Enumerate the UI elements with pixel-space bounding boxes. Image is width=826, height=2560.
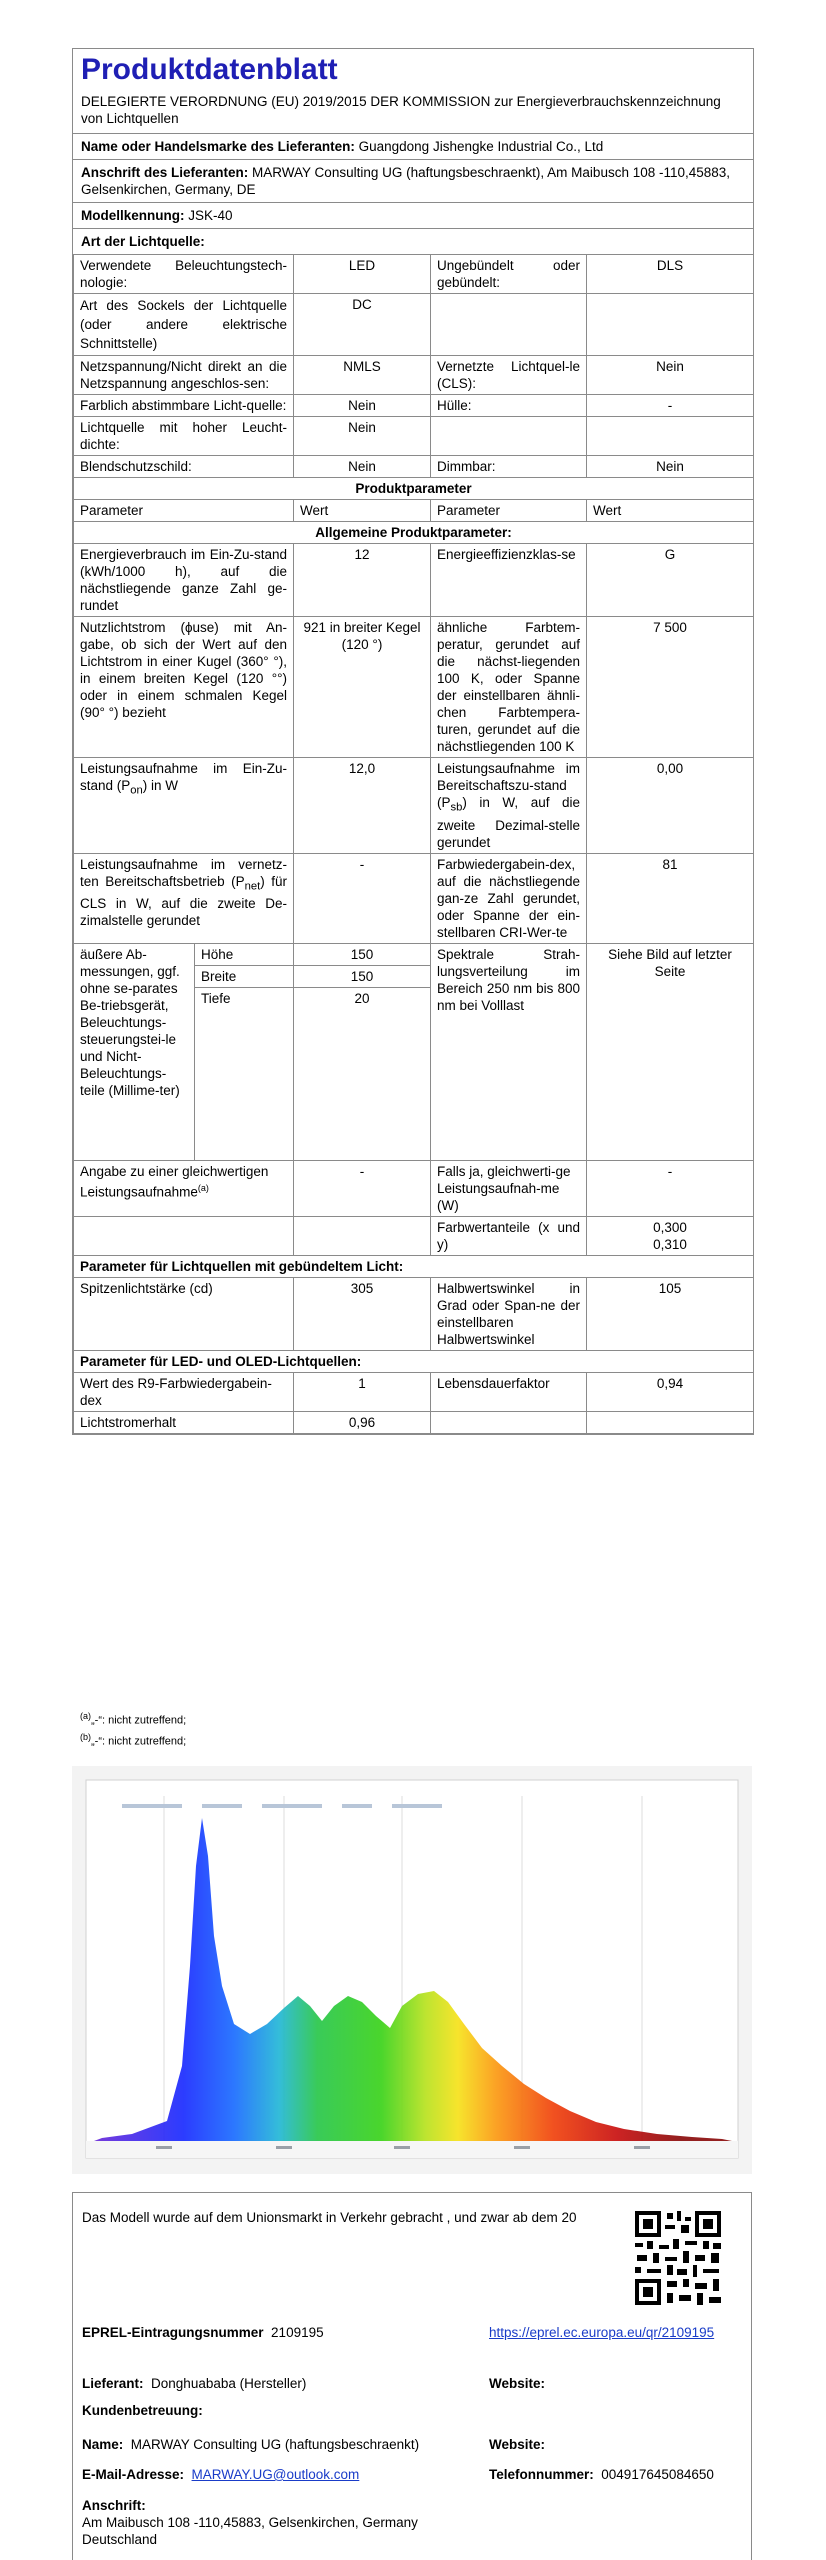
param-value: Nein	[294, 395, 431, 417]
spectral-distribution-image	[72, 1766, 752, 2174]
label-subscript: net	[244, 880, 261, 893]
column-header-value: Wert	[294, 500, 431, 522]
height-label: Höhe	[195, 944, 294, 966]
param-label: Energieeffizienzklas-se	[431, 544, 587, 617]
image-faded-caption	[122, 1804, 442, 1808]
param-label: Ungebündelt oder gebündelt:	[431, 255, 587, 294]
param-value: 105	[587, 1277, 754, 1350]
param-value: -	[294, 1160, 431, 1216]
supplier-name-row	[73, 134, 753, 160]
supplier-name-value: Guangdong Jishengke Industrial Co., Ltd	[358, 139, 604, 154]
label-text: Leistungsaufnahme im Bereitschaftszu-stand (P	[437, 761, 580, 810]
column-header-row	[74, 500, 754, 522]
chromaticity-x: 0,300	[653, 1219, 687, 1235]
phone-row	[489, 2466, 714, 2483]
param-value: LED	[294, 255, 431, 294]
table-row	[74, 1411, 754, 1433]
height-value: 150	[294, 944, 430, 966]
table-row	[74, 617, 754, 758]
column-header-param: Parameter	[431, 500, 587, 522]
param-label: Spitzenlichtstärke (cd)	[74, 1277, 294, 1350]
column-header-param: Parameter	[74, 500, 294, 522]
regulation-text: DELEGIERTE VERORDNUNG (EU) 2019/2015 DER KOMMISSION zur Energieverbrauchskennzeichnung von Lichtquellen	[81, 94, 721, 126]
table-row	[74, 1277, 754, 1350]
address-label: Anschrift:	[82, 2498, 146, 2513]
param-label: Lebensdauerfaktor	[431, 1372, 587, 1411]
table-row	[74, 456, 754, 478]
param-label: Blendschutzschild:	[74, 456, 294, 478]
product-info-footer	[72, 2192, 752, 2560]
email-row	[82, 2466, 359, 2483]
param-label: Vernetzte Lichtquel-le (CLS):	[431, 356, 587, 395]
label-subscript: sb	[450, 801, 463, 814]
dimensions-label: äußere Ab-messungen, ggf. ohne se-parates Be-triebsgerät, Beleuchtungs-steuerungstei-le und Nicht-Beleuchtungs-teile (Millime-ter)	[74, 944, 195, 1160]
column-header-value: Wert	[587, 500, 754, 522]
param-value: DC	[294, 294, 431, 356]
table-row	[74, 395, 754, 417]
label-text: ) in W, auf die zweite Dezimal-stelle gerundet	[437, 795, 580, 850]
param-label: Hülle:	[431, 395, 587, 417]
table-row	[74, 294, 754, 356]
param-label: Farbwertanteile (x und y)	[431, 1216, 587, 1255]
depth-value: 20	[354, 990, 370, 1006]
contact-name-row	[82, 2436, 419, 2453]
phone-value: 004917645084650	[601, 2467, 714, 2482]
param-label: Art des Sockels der Lichtquelle (oder andere elektrische Schnittstelle)	[74, 294, 294, 356]
label-text: Angabe zu einer gleichwertigen Leistungsaufnahme	[80, 1163, 269, 1200]
light-source-type-label: Art der Lichtquelle:	[81, 234, 205, 249]
qr-code-icon	[633, 2209, 723, 2307]
eprel-value: 2109195	[271, 2325, 324, 2340]
param-value: Nein	[294, 456, 431, 478]
market-text: Das Modell wurde auf dem Unionsmarkt in Verkehr gebracht , und zwar ab dem 20	[82, 2210, 577, 2225]
label-text: Leistungsaufnahme im Ein-Zu-stand (P	[80, 761, 287, 793]
depth-label: Tiefe	[201, 990, 231, 1006]
footnote-a	[80, 1708, 740, 1729]
param-label: Energieverbrauch im Ein-Zu-stand (kWh/1000 h), auf die nächstliegende ganze Zahl ge-rundet	[74, 544, 294, 617]
dimensions-values	[294, 943, 431, 1160]
supplier-name-label: Name oder Handelsmarke des Lieferanten:	[81, 139, 355, 154]
supplier-address-value: MARWAY Consulting UG (haftungsbeschraenkt), Am Maibusch 108 -110,45883, Gelsenkirchen, Germany, DE	[81, 165, 731, 197]
section-heading-row	[74, 478, 754, 500]
param-label: Wert des R9-Farbwiedergabein-dex	[74, 1372, 294, 1411]
dimensions-cell	[74, 943, 294, 1160]
param-value	[587, 417, 754, 456]
width-value: 150	[294, 966, 430, 988]
page-title: Produktdatenblatt	[81, 53, 338, 86]
contact-name-label: Name:	[82, 2437, 124, 2452]
website2-label: Website:	[489, 2437, 546, 2452]
table-row	[74, 1160, 754, 1216]
product-datasheet	[72, 48, 754, 1435]
model-value: JSK-40	[188, 208, 233, 223]
eprel-label: EPREL-Eintragungsnummer	[82, 2325, 264, 2340]
param-label: Verwendete Beleuchtungstech-nologie:	[74, 255, 294, 294]
param-value: Nein	[294, 417, 431, 456]
customer-service-label: Kundenbetreuung:	[82, 2403, 203, 2418]
param-value	[587, 1216, 754, 1255]
phone-label: Telefonnummer:	[489, 2467, 594, 2482]
param-value: 0,94	[587, 1372, 754, 1411]
supplier-value: Donghuababa (Hersteller)	[151, 2376, 307, 2391]
footnote-ref: (a)	[197, 1182, 209, 1193]
supplier-address-label: Anschrift des Lieferanten:	[81, 165, 249, 180]
supplier-label: Lieferant:	[82, 2376, 144, 2391]
supplier-row	[82, 2375, 306, 2392]
empty-cell	[431, 1411, 587, 1433]
param-value: 12	[294, 544, 431, 617]
label-text: ) in W	[142, 778, 179, 793]
table-row	[74, 1372, 754, 1411]
param-value: 7 500	[587, 617, 754, 758]
footnote-marker: (a)	[80, 1711, 91, 1721]
param-label	[74, 1160, 294, 1216]
footnote-b	[80, 1729, 740, 1750]
param-label: Dimmbar:	[431, 456, 587, 478]
email-label: E-Mail-Adresse:	[82, 2467, 185, 2482]
type-table	[73, 255, 754, 1434]
empty-cell	[74, 1216, 294, 1255]
param-label: Farblich abstimmbare Licht-quelle:	[74, 395, 294, 417]
param-value	[587, 294, 754, 356]
supplier-address-row	[73, 160, 753, 203]
address-line-1: Am Maibusch 108 -110,45883, Gelsenkirchen, Germany	[82, 2515, 418, 2530]
param-label	[431, 417, 587, 456]
model-row	[73, 203, 753, 229]
product-params-heading: Produktparameter	[74, 478, 754, 500]
param-value: -	[587, 1160, 754, 1216]
param-value: 305	[294, 1277, 431, 1350]
param-value: -	[294, 853, 431, 943]
param-value: Nein	[587, 356, 754, 395]
model-label: Modellkennung:	[81, 208, 185, 223]
label-subscript: on	[130, 784, 143, 797]
param-value: Nein	[587, 456, 754, 478]
email-link[interactable]: MARWAY.UG@outlook.com	[191, 2467, 360, 2482]
directional-heading: Parameter für Lichtquellen mit gebündeltem Licht:	[74, 1255, 754, 1277]
param-value: Siehe Bild auf letzter Seite	[587, 943, 754, 1160]
param-value: 12,0	[294, 758, 431, 854]
param-label	[431, 294, 587, 356]
param-label: Lichtquelle mit hoher Leucht-dichte:	[74, 417, 294, 456]
param-label: ähnliche Farbtem-peratur, gerundet auf die nächst-liegenden 100 K, oder Spanne der einstellbaren ähnli-chen Farbtempera-turen, gerundet auf die nächstliegenden 100 K	[431, 617, 587, 758]
param-label: Halbwertswinkel in Grad oder Span-ne der einstellbaren Halbwertswinkel	[431, 1277, 587, 1350]
empty-cell	[587, 1411, 754, 1433]
param-label: Netzspannung/Nicht direkt an die Netzspannung angeschlos-sen:	[74, 356, 294, 395]
param-label: Nutzlichtstrom (ϕuse) mit An-gabe, ob sich der Wert auf den Lichtstrom in einer Kugel (360° °), in einem breiten Kegel (120 °°) oder in einem schmalen Kegel (90° °) bezieht	[74, 617, 294, 758]
param-value: 0,96	[294, 1411, 431, 1433]
footnote-text: „-“: nicht zutreffend;	[91, 1714, 187, 1727]
table-row	[74, 417, 754, 456]
light-source-type-heading	[73, 229, 753, 255]
param-value: 921 in breiter Kegel (120 °)	[294, 617, 431, 758]
led-heading: Parameter für LED- und OLED-Lichtquellen:	[74, 1350, 754, 1372]
param-value: 0,00	[587, 758, 754, 854]
footnote-text: „-“: nicht zutreffend;	[91, 1735, 187, 1748]
param-label: Spektrale Strah-lungsverteilung im Bereich 250 nm bis 800 nm bei Volllast	[431, 943, 587, 1160]
section-heading-row	[74, 522, 754, 544]
website-label: Website:	[489, 2376, 546, 2391]
chromaticity-y: 0,310	[653, 1236, 687, 1252]
param-label	[74, 853, 294, 943]
param-value: G	[587, 544, 754, 617]
footnotes	[80, 1708, 740, 1749]
param-label	[74, 758, 294, 854]
param-label: Farbwiedergabein-dex, auf die nächstliegende gan-ze Zahl gerundet, oder Spanne der ein-stellbaren CRI-Wer-te	[431, 853, 587, 943]
param-label: Lichtstromerhalt	[74, 1411, 294, 1433]
param-label: Falls ja, gleichwerti-ge Leistungsaufnah-me (W)	[431, 1160, 587, 1216]
table-row	[74, 544, 754, 617]
param-value: NMLS	[294, 356, 431, 395]
param-value: -	[587, 395, 754, 417]
section-heading-row	[74, 1350, 754, 1372]
dimensions-table	[74, 944, 293, 1160]
footnote-marker: (b)	[80, 1731, 91, 1742]
table-row	[74, 853, 754, 943]
address-line-2: Deutschland	[82, 2532, 158, 2547]
section-heading-row	[74, 1255, 754, 1277]
param-value: 1	[294, 1372, 431, 1411]
label-text: ) für CLS in W, auf die zweite De-zimalstelle gerundet	[80, 873, 287, 929]
general-params-heading: Allgemeine Produktparameter:	[74, 522, 754, 544]
label-text: Leistungsaufnahme im vernetz-ten Bereitschaftsbetrieb (P	[80, 856, 287, 889]
table-row	[74, 255, 754, 294]
table-row	[74, 1216, 754, 1255]
param-value: DLS	[587, 255, 754, 294]
table-row	[74, 758, 754, 854]
table-row	[74, 943, 754, 1160]
eprel-row	[82, 2324, 324, 2341]
empty-cell	[294, 1216, 431, 1255]
width-label: Breite	[195, 965, 294, 987]
eprel-link[interactable]: https://eprel.ec.europa.eu/qr/2109195	[489, 2325, 715, 2340]
contact-name-value: MARWAY Consulting UG (haftungsbeschraenkt)	[130, 2437, 420, 2452]
datasheet-header	[73, 49, 753, 134]
table-row	[74, 356, 754, 395]
param-value: 81	[587, 853, 754, 943]
param-label	[431, 758, 587, 854]
x-axis-band	[86, 2141, 738, 2158]
